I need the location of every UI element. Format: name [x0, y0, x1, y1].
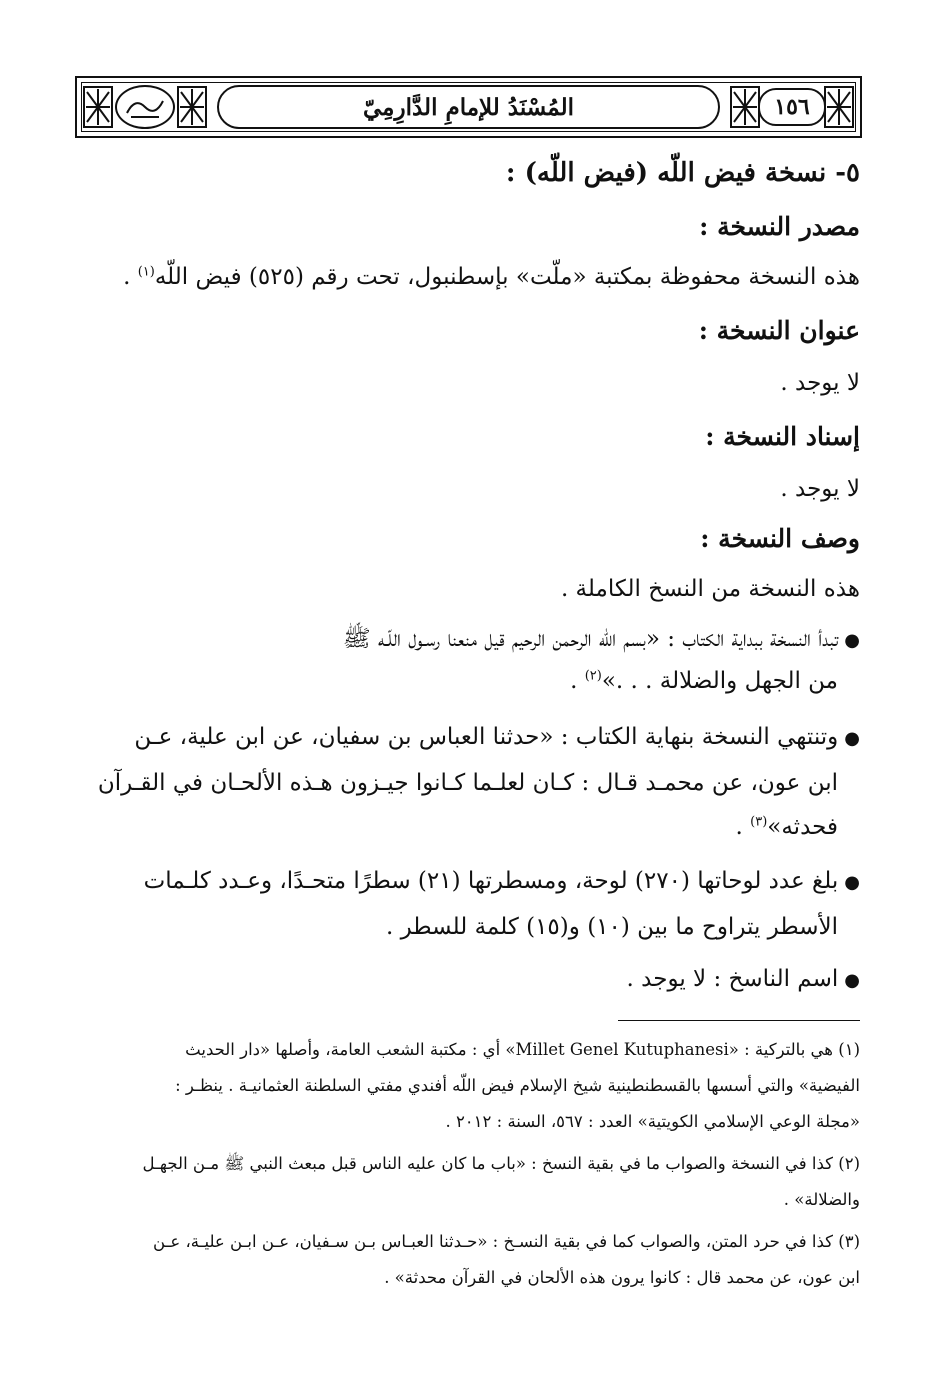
list-item: [80, 966, 860, 992]
knot-ornament-icon: [81, 84, 115, 130]
bullet-text: ابن عون، عن محمـد قـال : كـان لعلـما كـانوا جيـزون هـذه الألحـان في القـرآن: [97, 770, 838, 796]
isnad-heading: إسناد النسخة :: [705, 422, 860, 451]
bullet-text: بلغ عدد لوحاتها (٢٧٠) لوحة، ومسطرتها (٢١) سطرًا متحـدًا، وعـدد كلـمات: [143, 868, 839, 894]
bullet-text: فحدثه»: [767, 814, 838, 840]
description-heading: وصف النسخة :: [700, 524, 860, 553]
bullet-end: .: [570, 668, 578, 694]
footnote-separator: [618, 1020, 860, 1021]
header-ornament-right: [728, 84, 856, 130]
description-text: هذه النسخة من النسخ الكاملة .: [560, 576, 860, 602]
list-item: [80, 624, 860, 658]
calligraphy-emblem-icon: [115, 85, 175, 129]
bullet-icon: ●: [844, 970, 860, 991]
source-paragraph: [80, 264, 860, 290]
footnote-ref-3: (٣): [750, 814, 768, 830]
running-title-box: [217, 85, 720, 129]
list-item-continuation: [80, 668, 838, 694]
knot-ornament-icon: [728, 84, 762, 130]
running-title: المُسْنَدُ للإمامِ الدَّارِمِيّ: [363, 93, 574, 121]
bullet-text: وتنتهي النسخة بنهاية الكتاب : «حدثنا العباس بن سفيان، عن ابن علية، عـن: [134, 724, 839, 750]
bullet-end: .: [735, 814, 743, 840]
bullet-text: الأسطر يتراوح ما بين (١٠) و(١٥) كلمة للسطر .: [385, 914, 838, 940]
source-heading: مصدر النسخة :: [699, 212, 860, 241]
footnote-3-line: ابن عون، عن محمد قال : كانوا يرون هذه الألحان في القرآن محدثة» .: [384, 1268, 860, 1287]
page-number: ١٥٦: [774, 94, 810, 120]
bullet-text: من الجهل والضلالة . . .»: [601, 668, 838, 694]
bullet-icon: ●: [844, 872, 860, 893]
title-heading: عنوان النسخة :: [698, 316, 860, 345]
footnote-2-line: (٢) كذا في النسخة والصواب ما في بقية النسخ : «باب ما كان عليه الناس قبل مبعث النبي ﷺ مـن الجهـل: [142, 1154, 860, 1173]
source-end: .: [123, 264, 131, 290]
header-ornament-left: [81, 84, 209, 130]
isnad-text: لا يوجد .: [780, 476, 860, 502]
bullet-icon: ●: [844, 728, 860, 749]
knot-ornament-icon: [175, 84, 209, 130]
footnote-2-line: والضلالة» .: [783, 1190, 860, 1209]
list-item-continuation: [80, 814, 838, 840]
footnote-ref-2: (٢): [584, 668, 602, 684]
bullet-text: تبدأ النسخة ببداية الكتاب : «بسم اللّه الرحمن الرحيم قيل منعنا رسـول اللّـه ﷺ: [342, 626, 839, 652]
source-text: هذه النسخة محفوظة بمكتبة «ملّت» بإسطنبول، تحت رقم (٥٢٥) فيض اللّه: [154, 264, 860, 290]
footnote-1-line: الفيضية» والتي أسسها بالقسطنطينية شيخ الإسلام فيض اللّه أفندي مفتي السلطنة العثمانيـة . ينظـر :: [175, 1076, 860, 1095]
list-item: [80, 724, 860, 750]
list-item: [80, 868, 860, 894]
bullet-text: اسم الناسخ : لا يوجد .: [626, 966, 839, 992]
list-item-continuation: [80, 914, 838, 940]
footnote-ref-1: (١): [137, 264, 155, 280]
section-heading: ٥- نسخة فيض اللّه (فيض اللّه) :: [505, 158, 860, 188]
list-item-continuation: [80, 770, 838, 796]
footnote-1-line: «مجلة الوعي الإسلامي الكويتية» العدد : ٥٦٧، السنة : ٢٠١٢ .: [445, 1112, 860, 1131]
title-text: لا يوجد .: [780, 370, 860, 396]
footnote-1-line: (١) هي بالتركية : «Millet Genel Kutuphanesi» أي : مكتبة الشعب العامة، وأصلها «دار الحديث: [185, 1040, 860, 1059]
bullet-icon: ●: [844, 630, 860, 651]
page-number-box: [758, 88, 826, 126]
running-header: [75, 76, 862, 138]
footnote-3-line: (٣) كذا في حرد المتن، والصواب كما في بقية النسـخ : «حـدثنا العبـاس بـن سـفيان، عـن ابـن عليـة، عـن: [153, 1232, 860, 1251]
knot-ornament-icon: [822, 84, 856, 130]
